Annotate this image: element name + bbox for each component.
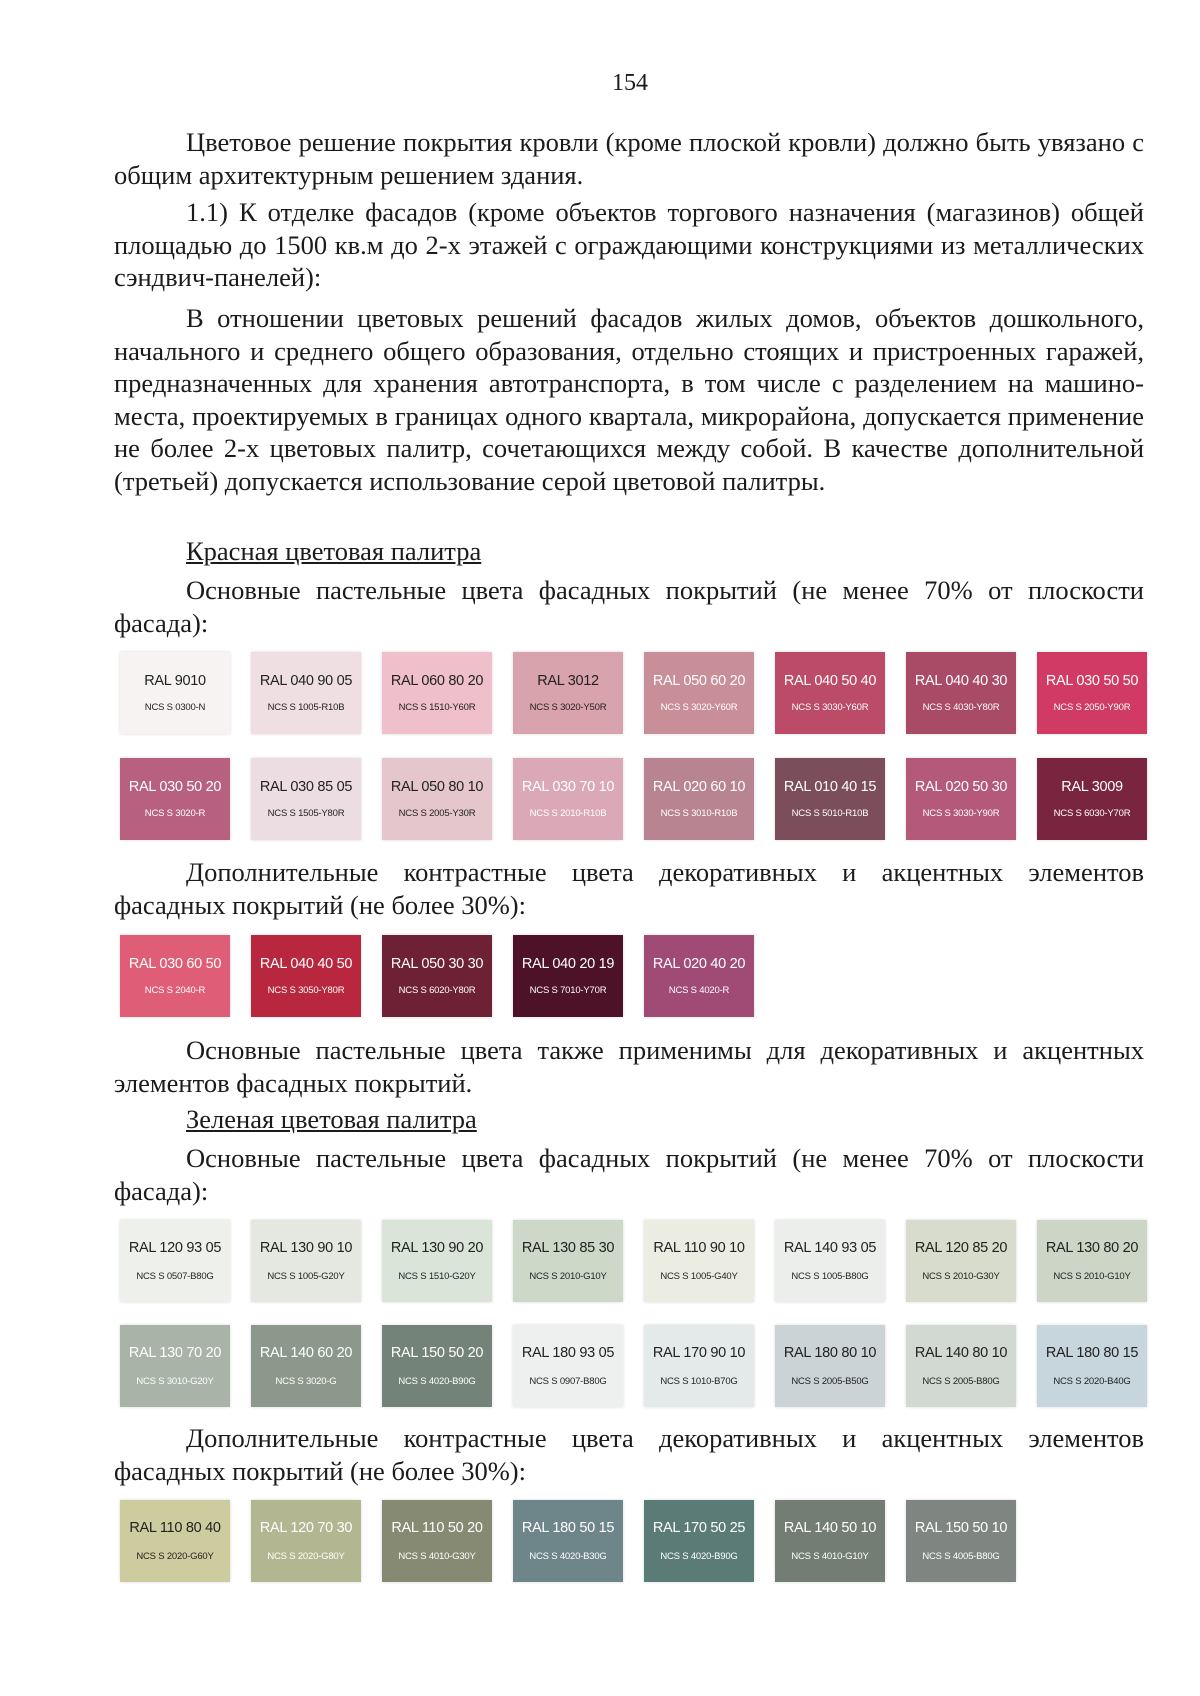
swatch-ral-code: RAL 3012 [537, 673, 599, 689]
swatch-ncs-code: NCS S 1010-B70G [660, 1376, 738, 1387]
paragraph-facade-finish: 1.1) К отделке фасадов (кроме объектов торгового назначения (магазинов) общей площадью до 1500 кв.м до 2-х этажей с ограждающими конструкциями из металлических сэндвич-панелей): [114, 197, 1144, 292]
color-swatch [644, 1500, 754, 1582]
color-swatch [251, 1220, 361, 1302]
swatch-ral-code: RAL 150 50 10 [914, 1520, 1008, 1536]
swatch-ncs-code: NCS S 3010-G20Y [136, 1376, 214, 1387]
swatch-ral-code: RAL 180 80 10 [783, 1345, 877, 1361]
color-swatch [644, 1220, 754, 1302]
color-swatch [120, 1500, 230, 1582]
swatch-ral-code: RAL 010 40 15 [783, 779, 877, 795]
color-swatch [906, 1325, 1016, 1407]
swatch-ral-code: RAL 040 20 19 [521, 956, 615, 972]
swatch-ral-code: RAL 130 85 30 [521, 1240, 615, 1256]
color-swatch [251, 1325, 361, 1407]
swatch-ncs-code: NCS S 7010-Y70R [529, 985, 607, 996]
color-swatch [513, 1500, 623, 1582]
swatch-ral-code: RAL 170 90 10 [652, 1345, 746, 1361]
swatch-ral-code: RAL 130 70 20 [128, 1345, 222, 1361]
swatch-ncs-code: NCS S 2010-G10Y [529, 1271, 607, 1282]
color-swatch [513, 1220, 623, 1302]
swatch-ral-code: RAL 050 60 20 [652, 673, 746, 689]
swatch-ral-code: RAL 110 50 20 [391, 1520, 483, 1536]
swatch-ncs-code: NCS S 6020-Y80R [398, 985, 476, 996]
swatch-ncs-code: NCS S 4010-G10Y [791, 1551, 869, 1562]
swatch-ral-code: RAL 180 93 05 [521, 1345, 615, 1361]
swatch-ral-code: RAL 120 85 20 [914, 1240, 1008, 1256]
swatch-ral-code: RAL 150 50 20 [390, 1345, 484, 1361]
color-swatch [120, 652, 230, 734]
swatch-ncs-code: NCS S 4030-Y80R [922, 702, 1000, 713]
color-swatch [251, 758, 361, 840]
paragraph-roof: Цветовое решение покрытия кровли (кроме плоской кровли) должно быть увязано с общим архитектурным решением здания. [114, 127, 1144, 190]
swatch-ncs-code: NCS S 2010-G30Y [922, 1271, 1000, 1282]
color-swatch [644, 652, 754, 734]
color-swatch [1037, 652, 1147, 734]
swatch-ncs-code: NCS S 2005-B80G [922, 1376, 1000, 1387]
swatch-ral-code: RAL 020 60 10 [652, 779, 746, 795]
color-swatch [382, 935, 492, 1017]
color-swatch [644, 758, 754, 840]
swatch-ncs-code: NCS S 3030-Y60R [791, 702, 869, 713]
swatch-ral-code: RAL 020 50 30 [914, 779, 1008, 795]
red-note-text: Основные пастельные цвета также применимы для декоративных и акцентных элементов фасадных покрытий. [114, 1035, 1144, 1098]
swatch-ncs-code: NCS S 3020-G [275, 1376, 337, 1387]
swatch-ncs-code: NCS S 4005-B80G [922, 1551, 1000, 1562]
swatch-ral-code: RAL 140 80 10 [914, 1345, 1008, 1361]
color-swatch [382, 1220, 492, 1302]
color-swatch [906, 652, 1016, 734]
swatch-ncs-code: NCS S 4020-B90G [398, 1376, 476, 1387]
swatch-ral-code: RAL 180 80 15 [1045, 1345, 1139, 1361]
color-swatch [1037, 1325, 1147, 1407]
swatch-ral-code: RAL 120 70 30 [259, 1520, 353, 1536]
swatch-ral-code: RAL 130 90 10 [259, 1240, 353, 1256]
color-swatch [513, 758, 623, 840]
swatch-ral-code: RAL 3009 [1061, 779, 1123, 795]
color-swatch [251, 652, 361, 734]
swatch-ral-code: RAL 9010 [144, 673, 206, 689]
red-main-colors-text: Основные пастельные цвета фасадных покрытий (не менее 70% от плоскости фасада): [114, 575, 1144, 638]
color-swatch [382, 652, 492, 734]
swatch-ncs-code: NCS S 1005-G40Y [660, 1271, 738, 1282]
swatch-ncs-code: NCS S 0507-B80G [136, 1271, 214, 1282]
red-main-row-2 [120, 758, 1147, 840]
swatch-ncs-code: NCS S 2040-R [144, 985, 206, 996]
green-main-colors-text: Основные пастельные цвета фасадных покрытий (не менее 70% от плоскости фасада): [114, 1143, 1144, 1206]
color-swatch [513, 1325, 623, 1407]
color-swatch [382, 1500, 492, 1582]
swatch-ncs-code: NCS S 3030-Y90R [922, 808, 1000, 819]
swatch-ncs-code: NCS S 4010-G30Y [398, 1551, 476, 1562]
swatch-ral-code: RAL 140 93 05 [783, 1240, 877, 1256]
swatch-ral-code: RAL 140 50 10 [783, 1520, 877, 1536]
swatch-ncs-code: NCS S 2020-G80Y [267, 1551, 345, 1562]
swatch-ncs-code: NCS S 4020-B30G [529, 1551, 607, 1562]
swatch-ncs-code: NCS S 2010-G10Y [1053, 1271, 1131, 1282]
swatch-ncs-code: NCS S 0907-B80G [529, 1376, 607, 1387]
swatch-ral-code: RAL 040 90 05 [259, 673, 353, 689]
color-swatch [775, 758, 885, 840]
color-swatch [382, 758, 492, 840]
green-main-row-1 [120, 1220, 1147, 1302]
swatch-ncs-code: NCS S 3050-Y80R [267, 985, 345, 996]
color-swatch [120, 935, 230, 1017]
swatch-ral-code: RAL 170 50 25 [652, 1520, 746, 1536]
red-main-row-1 [120, 652, 1147, 734]
swatch-ral-code: RAL 030 85 05 [259, 779, 353, 795]
swatch-ral-code: RAL 040 40 50 [259, 956, 353, 972]
color-swatch [775, 652, 885, 734]
swatch-ncs-code: NCS S 2005-Y30R [398, 808, 476, 819]
swatch-ral-code: RAL 130 80 20 [1045, 1240, 1139, 1256]
color-swatch [513, 652, 623, 734]
color-swatch [644, 935, 754, 1017]
swatch-ncs-code: NCS S 2020-G60Y [136, 1551, 214, 1562]
green-contrast-row [120, 1500, 1016, 1582]
page-number: 154 [612, 70, 648, 96]
swatch-ncs-code: NCS S 3020-Y60R [660, 702, 738, 713]
color-swatch [906, 1500, 1016, 1582]
paragraph-color-solutions: В отношении цветовых решений фасадов жилых домов, объектов дошкольного, начального и среднего общего образования, отдельно стоящих и пристроенных гаражей, предназначенных для хранения автотранспорта, в том числе с разделением на машино-места, проектируемых в границах одного квартала, микрорайона, допускается применение не более 2-х цветовых палитр, сочетающихся между собой. В качестве дополнительной (третьей) допускается использование серой цветовой палитры. [114, 303, 1144, 496]
color-swatch [906, 1220, 1016, 1302]
swatch-ncs-code: NCS S 5010-R10B [791, 808, 869, 819]
color-swatch [513, 935, 623, 1017]
swatch-ral-code: RAL 050 30 30 [390, 956, 484, 972]
swatch-ral-code: RAL 040 50 40 [783, 673, 877, 689]
swatch-ncs-code: NCS S 1005-R10B [267, 702, 345, 713]
color-swatch [1037, 758, 1147, 840]
green-main-row-2 [120, 1325, 1147, 1407]
swatch-ncs-code: NCS S 4020-B90G [660, 1551, 738, 1562]
swatch-ral-code: RAL 040 40 30 [914, 673, 1008, 689]
swatch-ncs-code: NCS S 2050-Y90R [1053, 702, 1131, 713]
swatch-ral-code: RAL 050 80 10 [390, 779, 484, 795]
swatch-ncs-code: NCS S 1505-Y80R [267, 808, 345, 819]
swatch-ral-code: RAL 110 80 40 [129, 1520, 221, 1536]
color-swatch [775, 1500, 885, 1582]
red-palette-heading: Красная цветовая палитра [186, 536, 482, 566]
color-swatch [120, 1220, 230, 1302]
swatch-ral-code: RAL 020 40 20 [652, 956, 746, 972]
swatch-ral-code: RAL 140 60 20 [259, 1345, 353, 1361]
swatch-ncs-code: NCS S 4020-R [668, 985, 730, 996]
color-swatch [1037, 1220, 1147, 1302]
swatch-ral-code: RAL 130 90 20 [390, 1240, 484, 1256]
red-contrast-row [120, 935, 754, 1017]
green-palette-heading: Зеленая цветовая палитра [186, 1104, 477, 1134]
green-contrast-colors-text: Дополнительные контрастные цвета декоративных и акцентных элементов фасадных покрытий (не более 30%): [114, 1423, 1144, 1486]
swatch-ral-code: RAL 030 60 50 [128, 956, 222, 972]
swatch-ral-code: RAL 030 50 20 [128, 779, 222, 795]
swatch-ral-code: RAL 110 90 10 [653, 1240, 745, 1256]
red-contrast-colors-text: Дополнительные контрастные цвета декоративных и акцентных элементов фасадных покрытий (не более 30%): [114, 857, 1144, 920]
swatch-ral-code: RAL 030 70 10 [521, 779, 615, 795]
swatch-ncs-code: NCS S 1005-G20Y [267, 1271, 345, 1282]
swatch-ral-code: RAL 060 80 20 [390, 673, 484, 689]
swatch-ral-code: RAL 120 93 05 [128, 1240, 222, 1256]
swatch-ncs-code: NCS S 3020-Y50R [529, 702, 607, 713]
color-swatch [251, 935, 361, 1017]
color-swatch [120, 758, 230, 840]
swatch-ncs-code: NCS S 2020-B40G [1053, 1376, 1131, 1387]
swatch-ncs-code: NCS S 3020-R [144, 808, 206, 819]
swatch-ncs-code: NCS S 0300-N [144, 702, 206, 713]
color-swatch [251, 1500, 361, 1582]
swatch-ncs-code: NCS S 2010-R10B [529, 808, 607, 819]
swatch-ncs-code: NCS S 1510-G20Y [398, 1271, 476, 1282]
swatch-ral-code: RAL 030 50 50 [1045, 673, 1139, 689]
color-swatch [906, 758, 1016, 840]
color-swatch [775, 1220, 885, 1302]
swatch-ncs-code: NCS S 3010-R10B [660, 808, 738, 819]
swatch-ncs-code: NCS S 2005-B50G [791, 1376, 869, 1387]
color-swatch [382, 1325, 492, 1407]
swatch-ral-code: RAL 180 50 15 [521, 1520, 615, 1536]
color-swatch [120, 1325, 230, 1407]
swatch-ncs-code: NCS S 6030-Y70R [1053, 808, 1131, 819]
swatch-ncs-code: NCS S 1510-Y60R [398, 702, 476, 713]
color-swatch [644, 1325, 754, 1407]
swatch-ncs-code: NCS S 1005-B80G [791, 1271, 869, 1282]
color-swatch [775, 1325, 885, 1407]
